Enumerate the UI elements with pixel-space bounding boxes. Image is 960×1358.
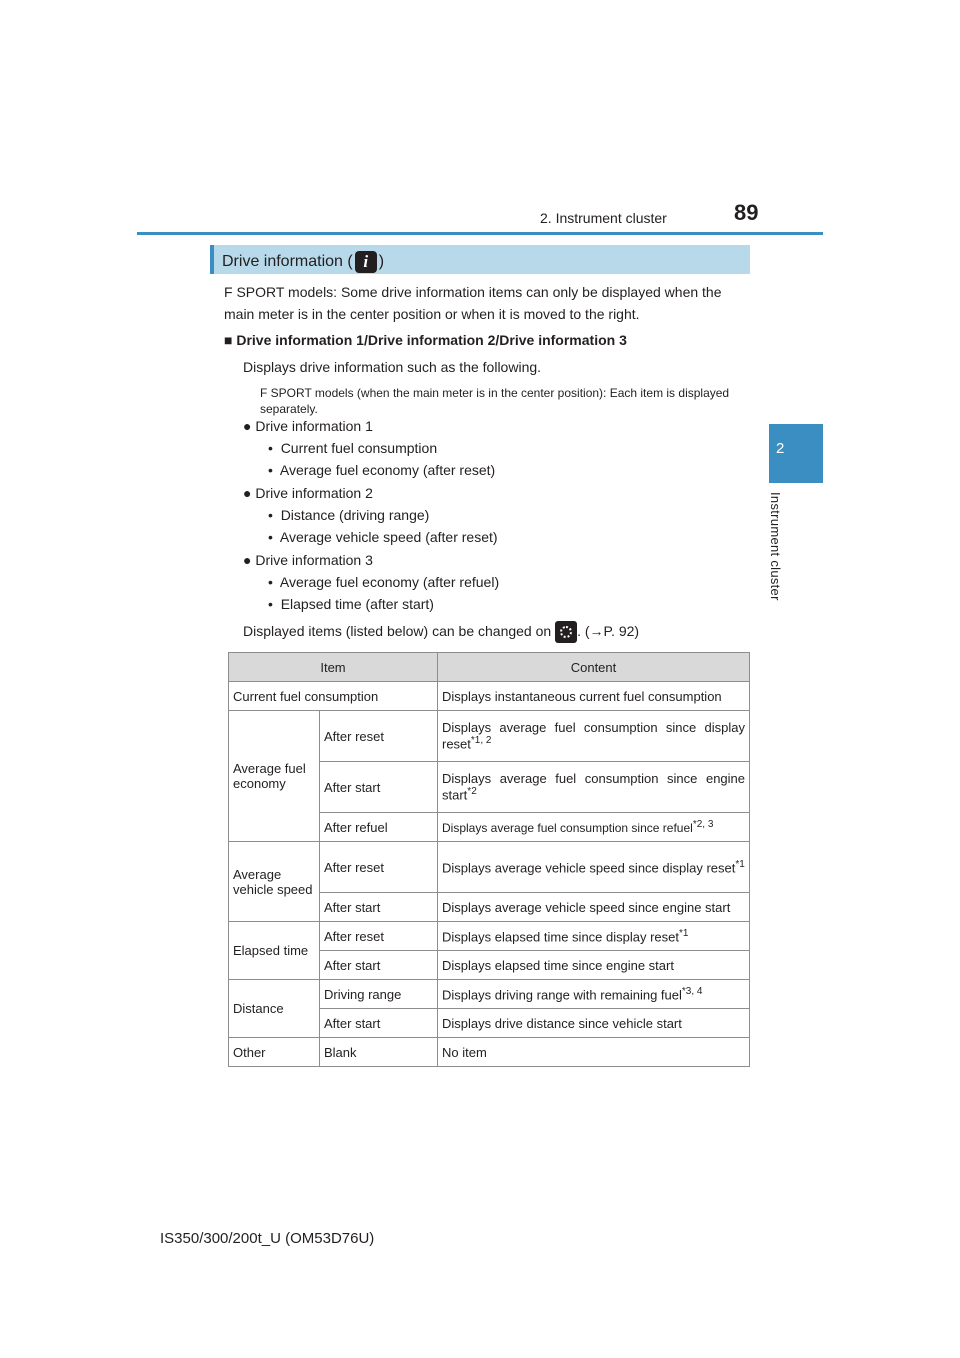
group-heading: ● Drive information 3 <box>243 552 373 568</box>
table-cell: Displays instantaneous current fuel consumption <box>438 682 750 711</box>
table-cell: After reset <box>320 842 438 893</box>
table-cell: After start <box>320 951 438 980</box>
subheading-text: Drive information 1/Drive information 2/Drive information 3 <box>236 332 627 348</box>
table-cell: Displays elapsed time since display reset$^{*1}$ <box>438 922 750 951</box>
table-cell: Displays average vehicle speed since engine start <box>438 893 750 922</box>
footnote-ref: *1, 2 <box>470 735 492 747</box>
footnote-ref: *3, 4 <box>681 985 703 997</box>
table-cell: After start <box>320 893 438 922</box>
column-header: Item <box>229 653 438 682</box>
footer-model-code: IS350/300/200t_U (OM53D76U) <box>160 1230 375 1247</box>
table-cell: Displays drive distance since vehicle start <box>438 1009 750 1038</box>
table-cell: After refuel <box>320 813 438 842</box>
table-cell: After reset <box>320 922 438 951</box>
header-divider <box>137 232 823 235</box>
table-cell: Other <box>229 1038 320 1067</box>
table-cell: Displays driving range with remaining fuel$^{*3, 4}$ <box>438 980 750 1009</box>
footnote-ref: *2 <box>467 786 477 798</box>
footnote-ref: *2, 3 <box>692 819 714 830</box>
table-cell: Displays average fuel consumption since display reset$^{*1, 2}$ <box>438 711 750 762</box>
table-cell: Current fuel consumption <box>229 682 438 711</box>
section-title-text: Drive information ( <box>222 253 353 270</box>
table-row <box>229 711 750 762</box>
table-row <box>229 922 750 951</box>
list-item: • Average fuel economy (after refuel) <box>268 574 500 590</box>
dot-bullet-icon: ● <box>243 418 252 434</box>
dot-bullet-icon: ● <box>243 485 252 501</box>
footnote-ref: *1 <box>735 858 745 870</box>
note: F SPORT models (when the main meter is in the center position): Each item is displayed separately. <box>260 386 730 416</box>
list-item: • Current fuel consumption <box>268 440 438 456</box>
dot-bullet-icon: ● <box>243 552 252 568</box>
table-cell: Average fuel economy <box>229 711 320 842</box>
table-cell: Elapsed time <box>229 922 320 980</box>
section-title <box>222 251 384 273</box>
square-bullet-icon: ■ <box>224 332 233 348</box>
table-cell: Blank <box>320 1038 438 1067</box>
column-header: Content <box>438 653 750 682</box>
list-item: • Average fuel economy (after reset) <box>268 462 496 478</box>
info-icon: i <box>355 251 377 273</box>
chapter-tab-number: 2 <box>776 440 785 457</box>
gear-icon <box>555 621 577 643</box>
table-cell: After start <box>320 1009 438 1038</box>
table-row <box>229 842 750 893</box>
table-cell: After start <box>320 762 438 813</box>
chapter-title: 2. Instrument cluster <box>540 210 667 226</box>
subheading <box>224 329 627 351</box>
table-cell: Displays elapsed time since engine start <box>438 951 750 980</box>
footnote-ref: *1 <box>679 927 689 939</box>
group-heading: ● Drive information 1 <box>243 418 373 434</box>
table-row <box>229 1038 750 1067</box>
table-cell: After reset <box>320 711 438 762</box>
list-item: • Distance (driving range) <box>268 507 430 523</box>
chapter-tab-label: Instrument cluster <box>768 492 783 601</box>
list-item: • Average vehicle speed (after reset) <box>268 529 498 545</box>
table-row <box>229 980 750 1009</box>
table-cell: No item <box>438 1038 750 1067</box>
table-cell: Displays average fuel consumption since engine start$^{*2}$ <box>438 762 750 813</box>
table-row <box>229 682 750 711</box>
page-number: 89 <box>734 200 759 225</box>
intro-paragraph: F SPORT models: Some drive information items can only be displayed when the main meter is in the center position or when it is moved to the right. <box>224 284 722 322</box>
list-item: • Elapsed time (after start) <box>268 596 434 612</box>
description: Displays drive information such as the following. <box>243 359 542 375</box>
table-cell: Distance <box>229 980 320 1038</box>
change-note: Displayed items (listed below) can be changed on . (→P. 92) <box>243 620 639 643</box>
table-header <box>229 653 750 682</box>
drive-info-table <box>228 652 750 1067</box>
table-cell: Displays average vehicle speed since display reset$^{*1}$ <box>438 842 750 893</box>
section-title-suffix: ) <box>378 253 385 270</box>
group-heading: ● Drive information 2 <box>243 485 373 501</box>
table-cell: Driving range <box>320 980 438 1009</box>
table-cell: Displays average fuel consumption since refuel$^{*2, 3}$ <box>438 813 750 842</box>
table-cell: Average vehicle speed <box>229 842 320 922</box>
